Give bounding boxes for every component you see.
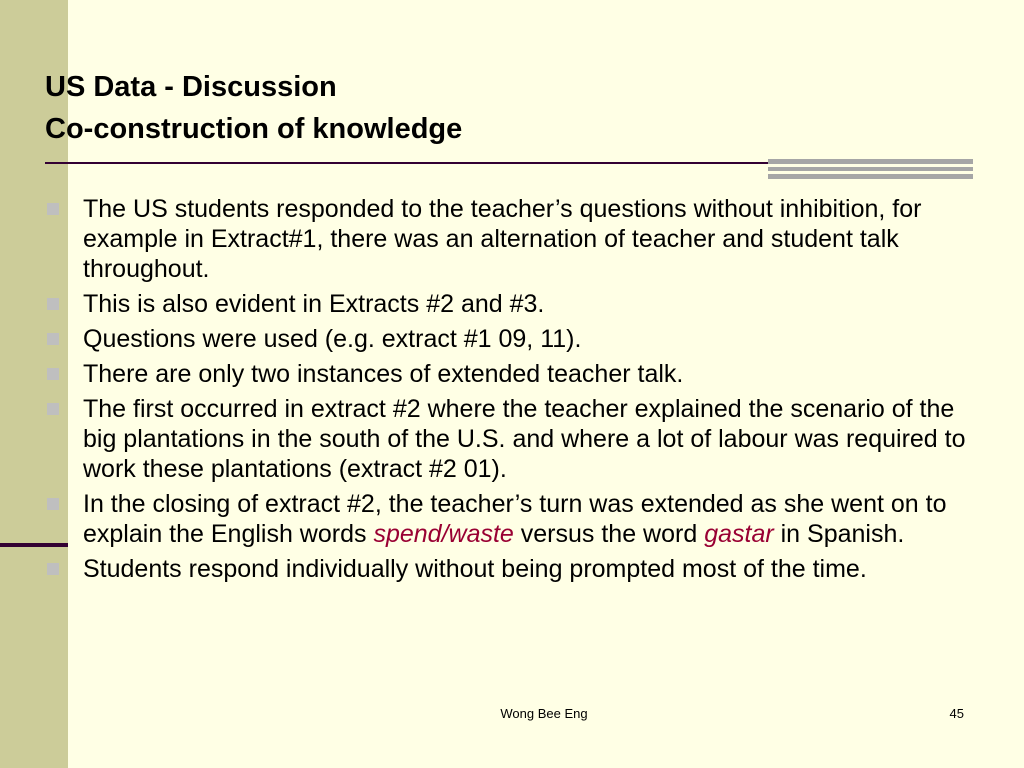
square-bullet-icon (47, 298, 59, 310)
bullet-text: This is also evident in Extracts #2 and #3. (83, 290, 545, 318)
bullet-text: The first occurred in extract #2 where the teacher explained the scenario of the big plantations in the south of the U.S. and where a lot of labour was required to work these plantations (extract #2 01). (83, 395, 966, 483)
bullet-item (46, 489, 966, 549)
bullet-text: Questions were used (e.g. extract #1 09, 11). (83, 325, 582, 353)
emphasis-term-spend-waste: spend/waste (373, 520, 514, 548)
footer-author: Wong Bee Eng (500, 706, 588, 721)
bullet-text-part: In the closing of extract #2, the teacher’s turn was extended as she went on to explain the English words (83, 490, 947, 548)
square-bullet-icon (47, 563, 59, 575)
bullet-text: There are only two instances of extended teacher talk. (83, 360, 684, 388)
title-line-2: Co-construction of knowledge (45, 113, 463, 145)
bullet-item (46, 554, 966, 584)
square-bullet-icon (47, 498, 59, 510)
square-bullet-icon (47, 333, 59, 345)
bullet-text: The US students responded to the teacher’s questions without inhibition, for example in Extract#1, there was an alternation of teacher and student talk throughout. (83, 195, 922, 283)
bullet-text (83, 490, 947, 548)
bullet-text-part: in Spanish. (773, 520, 905, 548)
accent-bar-middle (768, 167, 973, 171)
bullet-list (46, 194, 966, 589)
bullet-text-part: versus the word (513, 520, 705, 548)
bullet-item (46, 359, 966, 389)
accent-bar-bottom (768, 174, 973, 179)
bullet-text: Students respond individually without being prompted most of the time. (83, 555, 867, 583)
square-bullet-icon (47, 403, 59, 415)
emphasis-term-gastar: gastar (704, 520, 774, 548)
square-bullet-icon (47, 368, 59, 380)
square-bullet-icon (47, 203, 59, 215)
bullet-item (46, 194, 966, 284)
accent-bar-top (768, 159, 973, 164)
bullet-item (46, 394, 966, 484)
slide-title (45, 66, 945, 150)
bullet-item (46, 289, 966, 319)
slide-number: 45 (949, 706, 964, 721)
title-line-1: US Data - Discussion (45, 71, 337, 103)
bullet-item (46, 324, 966, 354)
